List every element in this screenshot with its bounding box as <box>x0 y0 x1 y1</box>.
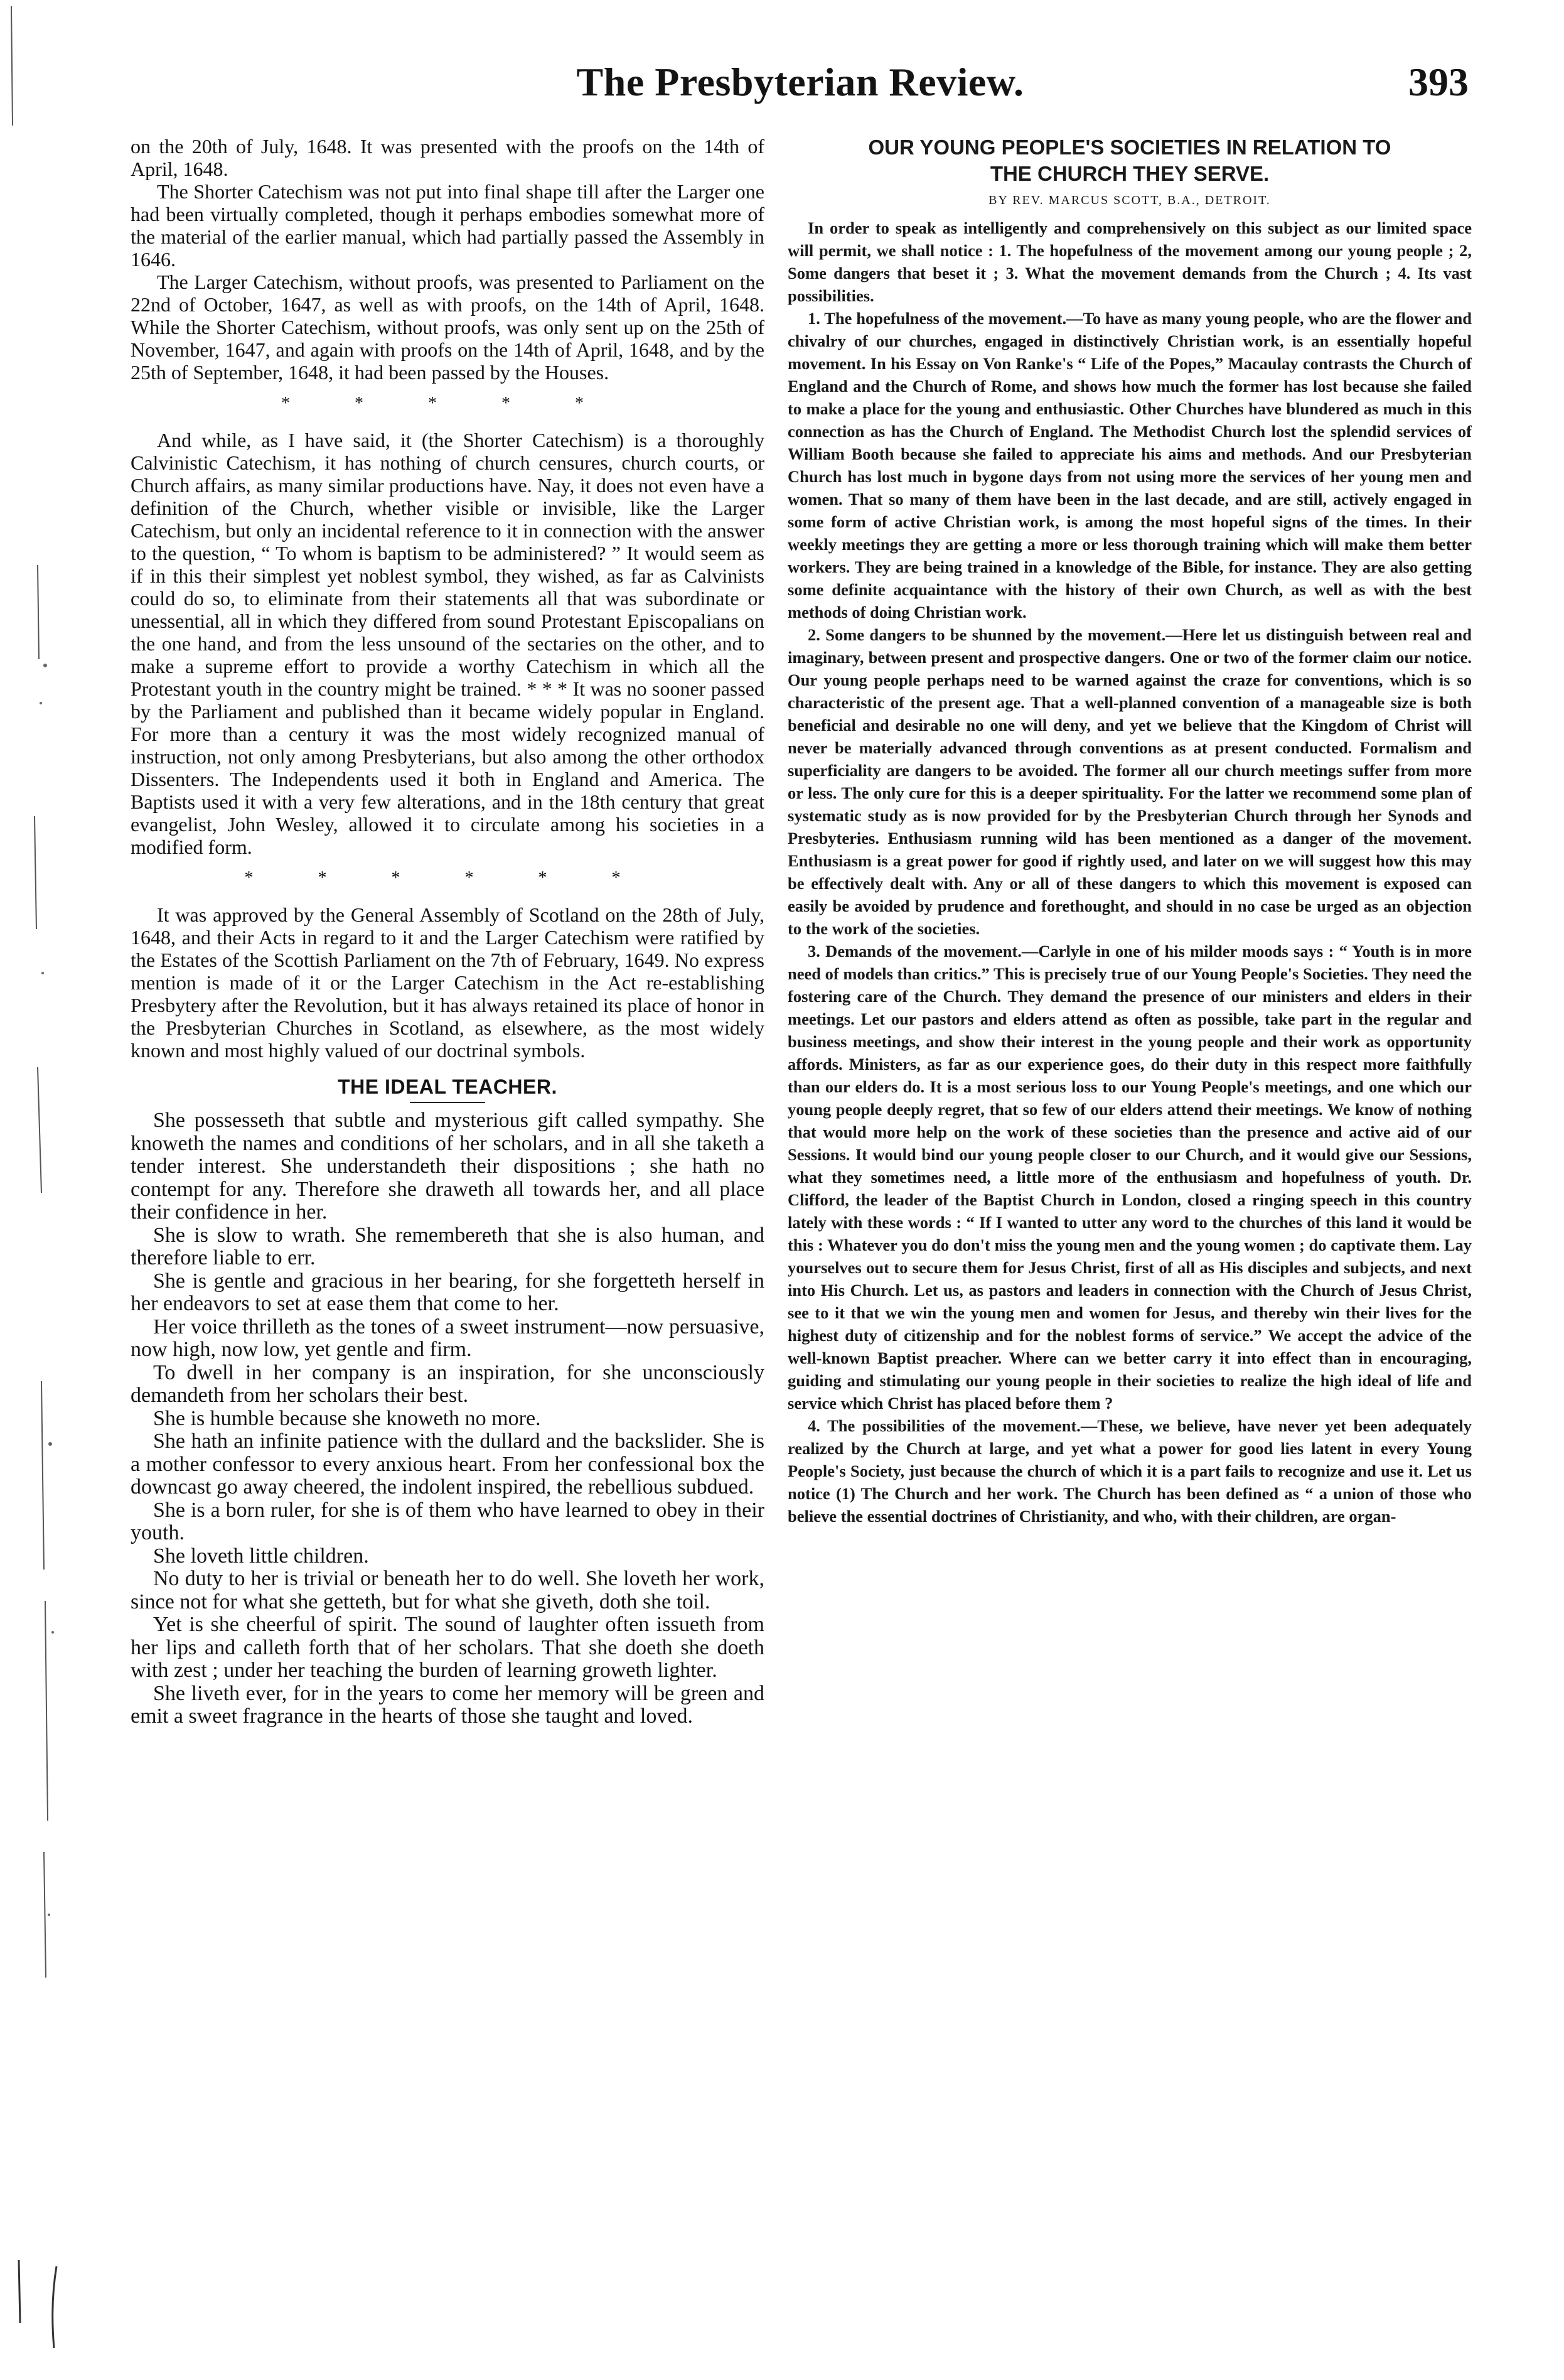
paragraph: 1. The hopefulness of the movement.—To have as many young people, who are the flower and chivalry of our churches, engaged in distinctively Christian work, is an essentially hopeful movement. In his Essay on Von Ranke's “ Life of the Popes,” Macaulay contrasts the Church of England and the Church of Rome, and shows how much the former has lost because she failed to make a place for the young and enthusiastic. Other Churches have blundered as much in this connection as has the Church of England. The Methodist Church lost the splendid services of William Booth because she failed to appreciate his aims and methods. And our Presbyterian Church has lost much in bygone days from not using more the services of her young men and women. That so many of them have been in the last decade, and are still, actively engaged in some form of active Christian work, is among the most hopeful signs of the times. In their weekly meetings they are getting a more or less thorough training which will make them better workers. They are being trained in a knowledge of the Bible, for instance. They are also getting some definite acquaintance with the history of their own Church, as well as with the best methods of doing Christian work. <box>788 309 1472 622</box>
paragraph: She possesseth that subtle and mysterious gift called sympathy. She knoweth the names and conditions of her scholars, and in all she taketh a tender interest. She understandeth their dispositions ; she hath no contempt for any. Therefore she draweth all towards her, and all place their confidence in her. <box>131 1109 764 1224</box>
paragraph: Her voice thrilleth as the tones of a sweet instrument—now persuasive, now high, now low, yet gentle and firm. <box>131 1315 764 1361</box>
paragraph: She loveth little children. <box>153 1544 369 1568</box>
paragraph: She liveth ever, for in the years to come her memory will be green and emit a sweet fragrance in the hearts of those she taught and loved. <box>131 1681 764 1728</box>
paragraph: Yet is she cheerful of spirit. The sound of laughter often issueth from her lips and calleth forth that of her scholars. That she doeth she doeth with zest ; under her teaching the burden of learning groweth lighter. <box>131 1613 764 1682</box>
article-byline: BY REV. MARCUS SCOTT, B.A., DETROIT. <box>988 193 1271 207</box>
paragraph: She is a born ruler, for she is of them who have learned to obey in their youth. <box>131 1498 764 1544</box>
page-header <box>132 51 1469 114</box>
article-title: OUR YOUNG PEOPLE'S SOCIETIES IN RELATION TO <box>868 136 1391 159</box>
section-separator: * * * * * * <box>244 868 651 888</box>
left-column <box>131 135 764 1728</box>
ideal-teacher-article <box>131 1109 764 1728</box>
paragraph: She hath an infinite patience with the dullard and the backslider. She is a mother confessor to every anxious heart. From her confessional box the downcast go away cheered, the indolent inspired, the rebellious subdued. <box>131 1430 764 1499</box>
scan-bottom-marks <box>13 2248 88 2361</box>
paragraph: To dwell in her company is an inspiration, for she unconsciously demandeth from her scholars their best. <box>131 1360 764 1407</box>
paragraph: She is humble because she knoweth no more. <box>153 1406 541 1430</box>
paragraph: It was approved by the General Assembly of Scotland on the 28th of July, 1648, and their Acts in regard to it and the Larger Catechism were ratified by the Estates of the Scottish Parliament on the 7th of February, 1649. No express mention is made of it or the Larger Catechism in the Act re-establishing Presbytery after the Revolution, but it has always retained its place of honor in the Presbyterian Churches in Scotland, as elsewhere, as the most widely known and most highly valued of our doctrinal symbols. <box>131 903 764 1062</box>
section-separator: * * * * * <box>281 394 614 413</box>
paragraph: No duty to her is trivial or beneath her to do well. She loveth her work, since not for what she getteth, but for what she giveth, doth she toil. <box>131 1567 764 1613</box>
paragraph: The Larger Catechism, without proofs, was presented to Parliament on the 22nd of October, 1647, as well as with proofs, on the 14th of April, 1648. While the Shorter Catechism, without proofs, was only sent up on the 25th of November, 1647, and again with proofs on the 14th of April, 1648, and by the 25th of September, 1648, it had been passed by the Houses. <box>131 271 764 384</box>
title-rule <box>410 1102 485 1103</box>
paragraph: on the 20th of July, 1648. It was presented with the proofs on the 14th of April, 1648. <box>131 135 764 180</box>
paragraph: In order to speak as intelligently and comprehensively on this subject as our limited space will permit, we shall notice : 1. The hopefulness of the movement among our young people ; 2, Some dangers that beset it ; 3. What the movement demands from the Church ; 4. Its vast possibilities. <box>788 218 1472 305</box>
paragraph: The Shorter Catechism was not put into final shape till after the Larger one had been virtually completed, though it perhaps embodies somewhat more of the material of the earlier manual, which had partially passed the Assembly in 1646. <box>131 180 764 271</box>
article-title-line-2: THE CHURCH THEY SERVE. <box>990 162 1270 185</box>
section-title: THE IDEAL TEACHER. <box>338 1075 557 1098</box>
journal-title: The Presbyterian Review. <box>576 60 1024 104</box>
paragraph: She is slow to wrath. She remembereth that she is also human, and therefore liable to err. <box>131 1223 764 1269</box>
scan-margin-artifacts <box>0 0 75 2380</box>
page-number: 393 <box>1408 60 1469 104</box>
paragraph: 3. Demands of the movement.—Carlyle in one of his milder moods says : “ Youth is in more need of models than critics.” This is precisely true of our Young People's Societies. They need the fostering care of the Church. They demand the presence of our ministers and elders in their meetings. Let our pastors and elders attend as often as possible, take part in the regular and business meetings, and show their interest in the young people and their work as opportunity affords. Ministers, as far as our experience goes, do their duty in this respect more faithfully than our elders do. It is a most serious loss to our Young People's meetings, and one which our young people deeply regret, that so few of our elders attend their meetings. We know of nothing that would more help on the work of these societies than the presence and active aid of our Sessions. It would bind our young people closer to our Church, and it would give our Sessions, what they sometimes need, a little more of the enthusiasm and hopefulness of youth. Dr. Clifford, the leader of the Baptist Church in London, closed a ringing speech in this country lately with these words : “ If I wanted to utter any word to the churches of this land it would be this : Whatever you do don't miss the young men and the young women ; do captivate them. Lay yourselves out to secure them for Jesus Christ, first of all as His disciples and subjects, and next into His Church. Let us, as pastors and leaders in connection with the Church of Jesus Christ, see to it that we win the young men and women for Jesus, and thereby win their lives for the highest duty of citizenship and for the noblest forms of service.” We accept the advice of the well-known Baptist preacher. Where can we better carry it into effect than in encouraging, guiding and stimulating our young people in their societies to realize the high ideal of life and service which Christ has placed before them ? <box>788 942 1472 1413</box>
paragraph: She is gentle and gracious in her bearing, for she forgetteth herself in her endeavors to set at ease them that come to her. <box>131 1269 764 1315</box>
right-column <box>788 135 1472 1527</box>
paragraph: 2. Some dangers to be shunned by the movement.—Here let us distinguish between real and imaginary, between present and prospective dangers. One or two of the former claim our notice. Our young people perhaps need to be warned against the craze for conventions, which is so characteristic of the present age. That a well-planned convention of a manageable size is both beneficial and desirable no one will deny, and yet we believe that the Kingdom of Christ will never be materially advanced through conventions as at present conducted. Formalism and superficiality are dangers to be avoided. The former all our church meetings suffer from more or less. The only cure for this is a deeper spirituality. For the latter we recommend some plan of systematic study as is now provided for by the Presbyterian Church through her Synods and Presbyteries. Enthusiasm running wild has been mentioned as a danger of the movement. Enthusiasm is a great power for good if rightly used, and later on we will suggest how this may be effectively dealt with. Any or all of these dangers to which this movement is exposed can easily be avoided by prudence and forethought, and should in no case be urged as an objection to the work of the societies. <box>788 625 1472 938</box>
paragraph: 4. The possibilities of the movement.—These, we believe, have never yet been adequately realized by the Church at large, and yet what a power for good lies latent in every Young People's Society, just because the church of which it is a part fails to recognize and use it. Let us notice (1) The Church and her work. The Church has been defined as “ a union of those who believe the essential doctrines of Christianity, and who, with their children, are organ- <box>788 1416 1472 1526</box>
paragraph: And while, as I have said, it (the Shorter Catechism) is a thoroughly Calvinistic Catechism, it has nothing of church censures, church courts, or Church affairs, as many similar productions have. Nay, it does not even have a definition of the Church, whether visible or invisible, like the Larger Catechism, but only an incidental reference to it in connection with the answer to the question, “ To whom is baptism to be administered? ” It would seem as if in this their simplest yet noblest symbol, they wished, as far as Calvinists could do so, to eliminate from their statements all that was subordinate or unessential, all in which they differed from sound Protestant Episcopalians on the one hand, and from the less unsound of the sectaries on the other, and to make a supreme effort to provide a worthy Catechism in which all the Protestant youth in the country might be trained. * * * It was no sooner passed by the Parliament and published than it became widely popular in England. For more than a century it was the most widely recognized manual of instruction, not only among Presbyterians, but also among the other orthodox Dissenters. The Independents used it both in England and America. The Baptists used it with a very few alterations, and in the 18th century that great evangelist, John Wesley, allowed it to circulate among his societies in a modified form. <box>131 429 764 858</box>
